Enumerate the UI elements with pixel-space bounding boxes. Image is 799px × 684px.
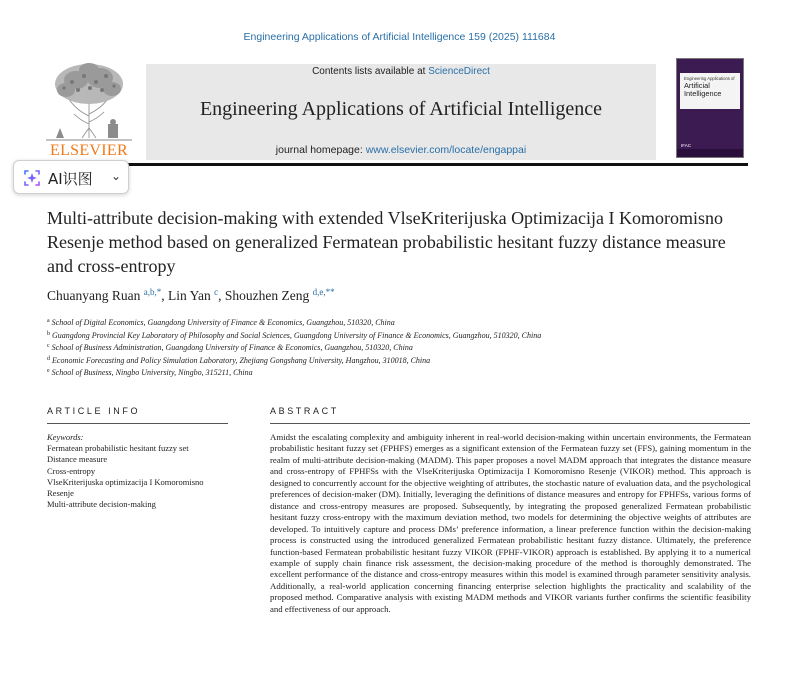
affiliation-item (47, 354, 747, 367)
journal-cover-thumbnail[interactable] (676, 58, 744, 158)
author-marks[interactable]: c (214, 287, 219, 297)
keyword-item: Fermatean probabilistic hesitant fuzzy set (47, 443, 189, 454)
cover-small-title: Engineering Applications of (684, 76, 735, 81)
author-separator: , (218, 288, 225, 303)
homepage-prefix: journal homepage: (275, 144, 366, 156)
author-separator: , (161, 288, 168, 303)
affiliation-item (47, 316, 747, 329)
article-info-heading: ARTICLE INFO (47, 406, 141, 416)
affiliation-mark: d (47, 355, 50, 362)
keyword-item: Distance measure (47, 454, 108, 465)
cover-large-title (684, 82, 721, 97)
header-rule (46, 163, 748, 166)
affiliation-text: Economic Forecasting and Policy Simulation Laboratory, Zhejiang Gongshang University, Hangzhou, 310018, China (52, 355, 431, 365)
author-3[interactable] (225, 288, 335, 303)
author-name: Lin Yan (168, 288, 211, 303)
homepage-line (146, 144, 656, 156)
affiliation-mark: b (47, 330, 50, 337)
chevron-down-icon: ⌄ (111, 169, 122, 183)
affiliation-text: Guangdong Provincial Key Laboratory of Philosophy and Social Sciences, Guangdong University of Finance & Economics, Guangzhou, 510320, China (52, 330, 542, 340)
author-name: Shouzhen Zeng (224, 288, 310, 303)
sciencedirect-link[interactable]: ScienceDirect (428, 66, 490, 77)
keyword-item: Multi-attribute decision-making (47, 499, 156, 510)
journal-name[interactable]: Engineering Applications of Artificial Intelligence (199, 98, 603, 120)
contents-line (146, 66, 656, 77)
publisher-name: ELSEVIER (50, 142, 128, 159)
affiliation-item (47, 366, 747, 379)
author-marks[interactable]: d,e,** (312, 287, 335, 297)
abstract-text: Amidst the escalating complexity and ambiguity inherent in real-world decision-making within uncertain environments, the Fermatean probabilistic hesitant fuzzy set (FPHFS) emerges as a significant extension of the Fermatean fuzzy set (FFS), gaining momentum in the realm of multi-attribute decision-making (MADM). This paper proposes a novel MADM approach that integrates the distance measure and cross-entropy of FPHFSs with the VlseKriterijuska Optimizacija I Komoromisno Resenje (VIKOR) method. This approach is designed to concurrently account for the objective weighting of attributes, the stochastic nature of evaluation data, and the psychological preferences of decision-maker (DM). Initially, leveraging the definitions of distance measures and entropy for FPHFSs, various forms of distance and cross-entropy measures are proposed. Subsequently, by integrating the proposed generalized Fermatean probabilistic hesitant fuzzy cross-entropy with the maximum deviation method, two models for determining the objective weights of attributes are developed. To intuitively capture and process DMs’ preference information, a linear preference function within the decision-making process is constructed using the introduced generalized Fermatean probabilistic hesitant fuzzy distance. Ultimately, the preference function-based Fermatean probabilistic hesitant fuzzy VIKOR (FPHF-VIKOR) approach is established. By applying it to a numerical example of supply chain finance risk assessment, the decision-making procedure of the method is thoroughly demonstrated. The excellent performance of the distance and cross-entropy measures within this model is examined through parameter sensitivity analysis. Additionally, a real-world application concerning financing enterprise selection highlights the practicality and scalability of the proposed method. Comparative analysis with existing MADM methods and VIKOR variants further confirms the scientific feasibility and effectiveness of our approach. (270, 432, 751, 614)
abstract-rule (270, 423, 750, 424)
journal-citation[interactable]: Engineering Applications of Artificial Intelligence 159 (2025) 111684 (243, 31, 556, 43)
journal-header (46, 58, 748, 162)
keywords-block (47, 432, 227, 510)
affiliation-item (47, 341, 747, 354)
cover-ifac-logo: IFAC (681, 143, 692, 148)
elsevier-logo[interactable] (46, 58, 132, 162)
affiliation-text: School of Digital Economics, Guangdong University of Finance & Economics, Guangzhou, 510320, China (51, 318, 395, 327)
journal-homepage-link[interactable]: www.elsevier.com/locate/engappai (365, 144, 527, 156)
affiliation-mark: c (47, 343, 50, 349)
author-2[interactable] (168, 288, 225, 303)
affiliation-mark: a (47, 318, 50, 324)
ai-image-recognition-button[interactable] (13, 160, 129, 194)
cover-strip (677, 149, 743, 157)
cover-title-panel (680, 73, 740, 109)
affiliation-list (47, 316, 747, 379)
keywords-label: Keywords: (47, 432, 84, 442)
elsevier-tree-icon (46, 58, 132, 142)
affiliation-text: School of Business Administration, Guangdong University of Finance & Economics, Guangzhou, 510320, China (51, 343, 413, 352)
abstract-heading: ABSTRACT (270, 406, 339, 416)
contents-prefix: Contents lists available at (312, 66, 429, 77)
author-name: Chuanyang Ruan (47, 288, 141, 303)
journal-banner (146, 64, 656, 160)
sparkle-icon (22, 168, 42, 188)
author-1[interactable] (47, 288, 168, 303)
affiliation-text: School of Business, Ningbo University, Ningbo, 315211, China (51, 368, 253, 377)
affiliation-mark: e (47, 368, 50, 374)
keyword-item: Cross-entropy (47, 465, 96, 476)
keyword-item: VlseKriterijuska optimizacija I Komoromisno Resenje (47, 476, 204, 499)
affiliation-item (47, 329, 747, 342)
author-marks[interactable]: a,b,* (143, 287, 162, 297)
cover-line1: Artificial (684, 81, 710, 90)
cover-line2: Intelligence (684, 88, 722, 98)
article-info-rule (47, 423, 228, 424)
ai-button-label: AI识图 (48, 170, 93, 188)
article-title: Multi-attribute decision-making with extended VlseKriterijuska Optimizacija I Komoromisno Resenje method based on generalized Fermatean probabilistic hesitant fuzzy distance measure and cross-entropy (47, 208, 726, 276)
author-list (47, 287, 747, 304)
